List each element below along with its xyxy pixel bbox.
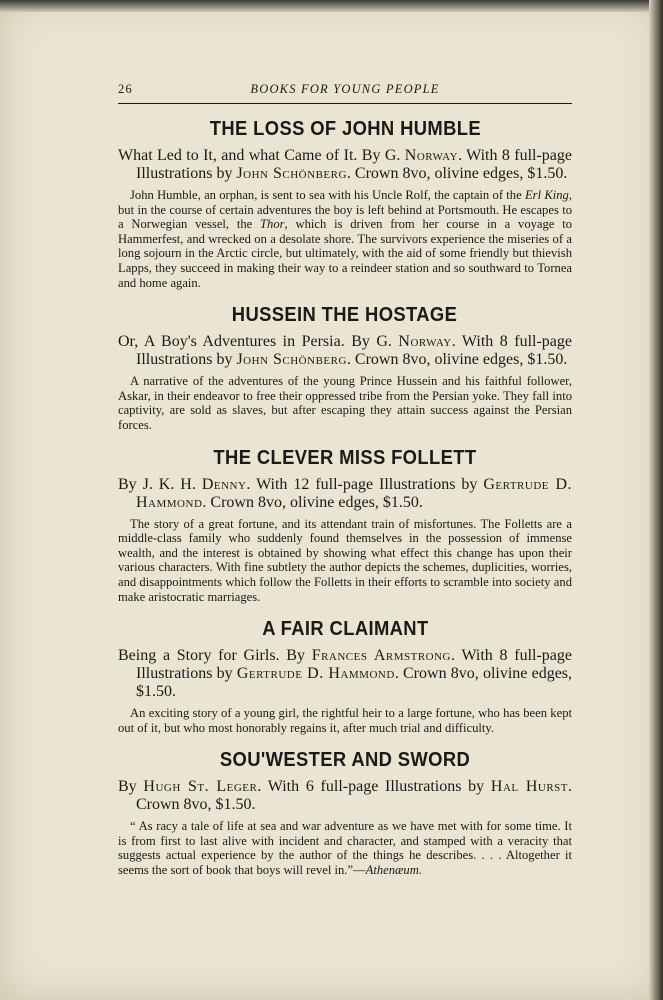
page-content [118,82,572,878]
book-details [118,476,572,512]
text-run: What Led to It, and what Came of It. By G. [118,147,405,164]
book-entry [118,749,572,877]
book-details [118,778,572,814]
book-description [118,374,572,432]
running-head [118,82,572,104]
italic-text: Erl King [524,188,569,202]
author-name: Hal Hurst [490,778,568,796]
book-title [118,118,572,141]
book-title-text: SOU'WESTER AND SWORD [219,749,471,772]
text-run: . With 8 full-page Illustrations by [136,647,573,683]
text-run: A narrative of the adventures of the young Prince Hussein and his faithful follower, Askar, in their endeavor to free their oppressed tribe from the Persian yoke. They fall into captivity, are sold as slaves, but after escaping they attain success against the Persian forces. [118,374,572,432]
book-entry [118,118,572,290]
text-run: , which is driven from her course in a voyage to Hammerfest, and wrecked on a desolate shore. The survivors experience the miseries of a long sojourn in the Arctic circle, but ultimately, with the aid of some friendly but thievish Lapps, they succeed in making their way to a reindeer station and so southward to Tornea and home again. [118,217,572,290]
book-title [118,447,572,470]
text-run: . Crown 8vo, olivine edges, $1.50. [136,665,573,701]
book-description [118,188,572,290]
book-title-text: HUSSEIN THE HOSTAGE [232,304,458,327]
book-title-text: THE CLEVER MISS FOLLETT [213,446,477,469]
book-title [118,618,572,641]
text-run: “ As racy a tale of life at sea and war adventure as we have met with for some time. It is from first to last alive with incident and character, and stamped with a veracity that suggests actual experience by the author of the things he describes. . . . Altogether it seems the sort of book that boys will revel in.”— [118,819,572,878]
text-run: By [118,778,144,796]
author-name: Hugh St. Leger [143,778,258,796]
text-run: An exciting story of a young girl, the rightful heir to a large fortune, who has been kept out of it, but who most honorably regains it, after much trial and difficulty. [118,706,572,735]
italic-text: Thor [260,217,285,232]
page-number: 26 [118,82,133,96]
page-top-edge [0,0,663,12]
text-run: . Crown 8vo, olivine edges, $1.50. [346,351,568,369]
author-name: Denny [201,475,247,493]
book-description [118,706,572,735]
book-details [118,147,572,183]
text-run: . Crown 8vo, $1.50. [136,778,572,814]
book-description [118,819,572,877]
author-name: Norway [404,147,459,164]
text-run: By J. K. H. [118,475,202,493]
text-run: . Crown 8vo, olivine edges, $1.50. [202,493,423,511]
book-entry [118,447,572,605]
text-run: The story of a great fortune, and its attendant train of misfortunes. The Folletts are a middle-class family who suddenly found themselves in the possession of immense wealth, and the interest is obtained by showing what effect this change has upon their various characters. With fine subtlety the author depicts the schemes, duplicities, worries, and disappointments which follow the Folletts in their efforts to scramble into society and make aristocratic marriages. [118,516,572,604]
text-run: , but in the course of certain adventures the boy is left behind at Portsmouth. He escapes to a Norwegian vessel, the [118,188,572,232]
book-title [118,304,572,327]
book-title-text: A FAIR CLAIMANT [261,618,429,641]
author-name: John Schönberg [236,165,347,182]
text-run: . With 8 full-page Illustrations by [136,333,572,369]
author-name: Frances Armstrong [311,647,452,665]
book-entry [118,618,572,735]
author-name: Gertrude D. Hammond [236,665,395,683]
author-name: John Schönberg [236,351,347,369]
author-name: Gertrude D. Hammond [136,475,572,511]
book-entry [118,304,572,432]
book-list [118,118,572,878]
text-run: . Crown 8vo, olivine edges, $1.50. [346,165,568,182]
book-description [118,517,572,605]
running-title: BOOKS FOR YOUNG PEOPLE [250,82,440,96]
italic-text: Athenæum. [365,863,422,878]
text-run: John Humble, an orphan, is sent to sea with his Uncle Rolf, the captain of the [130,188,525,202]
book-title [118,749,572,772]
book-title-text: THE LOSS OF JOHN HUMBLE [209,118,481,140]
text-run: . With 8 full-page Illustrations by [136,147,573,182]
text-run: Or, A Boy's Adventures in Persia. By G. [118,333,399,351]
book-details [118,647,572,701]
author-name: Norway [398,333,452,351]
text-run: Being a Story for Girls. By [118,647,312,665]
text-run: . With 12 full-page Illustrations by [246,475,484,493]
text-run: . With 6 full-page Illustrations by [257,778,491,796]
page-right-edge [649,0,663,1000]
book-details [118,333,572,369]
